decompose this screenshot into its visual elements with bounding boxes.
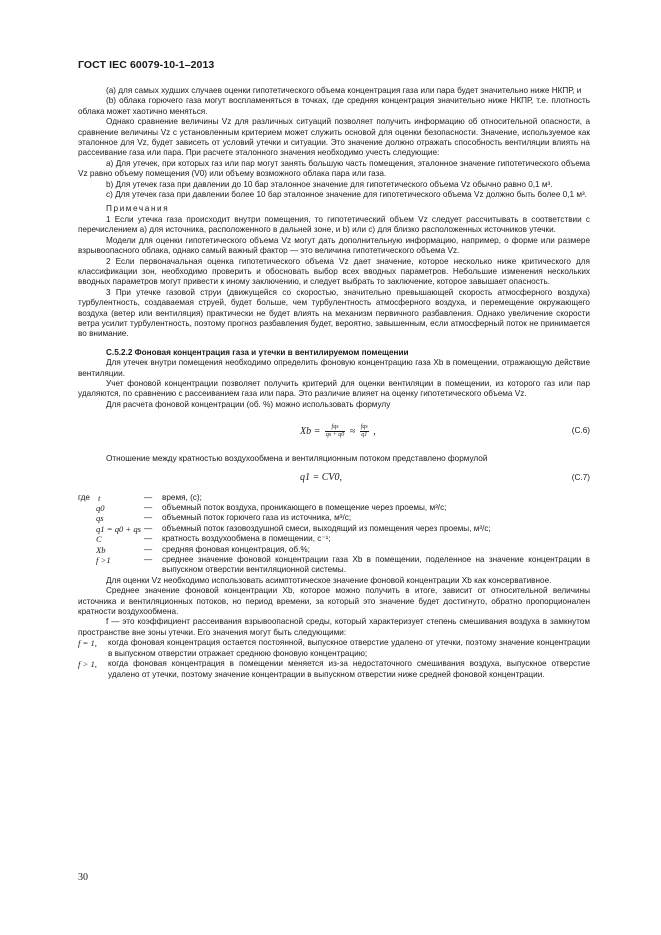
- paragraph: Однако сравнение величины Vz для различных ситуаций позволяет получить информацию об относительной опасности, а сравнение величины Vz с установленным критерием может служить основой для оценки безопасности. Значение, используемое как эталонное для Vz, будет зависеть от условий утечки и ситуации. Это значение должно отражать способность вентиляции влиять на рассеивание газа или пара. При расчете эталонного значения необходимо учесть следующие:: [78, 117, 590, 158]
- fraction-denominator: qs + q0: [325, 432, 345, 439]
- definitions-list: [78, 493, 590, 576]
- definition-symbol: Xb: [96, 544, 106, 555]
- paragraph: Учет фоновой концентрации позволяет получить критерий для оценки вентиляции в помещении, из которого газ или пар удаляются, по сравнению с рассеиванием газа или пара. Это различие влияет на оценку гипотетического объема Vz.: [78, 378, 590, 399]
- paragraph: Отношение между кратностью воздухообмена и вентиляционным потоком представлено формулой: [106, 454, 488, 464]
- formula-c6: [78, 420, 590, 444]
- fraction-numerator: fqs: [325, 424, 345, 432]
- definition-row: [78, 534, 590, 544]
- definition-row: [78, 545, 590, 555]
- definition-symbol: q0: [96, 503, 105, 513]
- where-label: где: [78, 492, 90, 502]
- definition-symbol: t: [98, 492, 101, 503]
- case-text: когда фоновая концентрация остается постоянной, выпускное отверстие удалено от утечки, поэтому значение концентрации в выпускном отверстии отражает среднюю фоновую концентрацию;: [108, 638, 590, 658]
- definition-dash: —: [144, 513, 153, 523]
- definition-text: объемный поток воздуха, проникающего в помещение через проемы, м³/с;: [162, 503, 447, 512]
- paragraph: с) Для утечек газа при давлении более 10 бар эталонное значение для гипотетического объема Vz должно быть более 0,1 м³.: [106, 190, 587, 200]
- case-text: когда фоновая концентрация в помещении меняется из-за недостаточного смешивания воздуха, выпускное отверстие удалено от утечки, поэтому значение концентрации в выпускном отверстии ниже средней фоновой концентрации.: [108, 659, 590, 679]
- case-label: f > 1,: [78, 659, 97, 670]
- definition-dash: —: [144, 544, 153, 554]
- formula-expression: [300, 424, 376, 439]
- definition-row: [78, 555, 590, 576]
- formula-number: (С.6): [571, 426, 590, 436]
- formula-c7: [78, 471, 590, 489]
- definition-row: [78, 513, 590, 523]
- definition-text: объемный поток газовоздушной смеси, выходящий из помещения через проемы, м³/с;: [162, 523, 491, 533]
- note-item: 1 Если утечка газа происходит внутри помещения, то гипотетический объем Vz следует рассчитывать в соответствии с перечислением a) для источника, расположенного в дальней зоне, и b) или c) для близко расположенных источников утечки.: [78, 214, 590, 235]
- definition-symbol: qs: [96, 513, 104, 524]
- paragraph: b) Для утечек газа при давлении до 10 бар эталонное значение для гипотетического объема Vz обычно равно 0,1 м³.: [106, 179, 553, 189]
- definition-dash: —: [144, 503, 153, 512]
- section-heading: С.5.2.2 Фоновая концентрация газа и утечки в вентилируемом помещении: [106, 347, 409, 357]
- note-item: 2 Если первоначальная оценка гипотетического объема Vz дает значение, которое несколько ниже критического для классификации зон, необходимо проверить и обосновать выбор всех вводных параметров. Небольшие изменения нескольких вводных параметров могут привести к иному заключению, и следует выбрать то заключение, которое завышает опасность.: [78, 256, 590, 287]
- fraction-1: [325, 424, 345, 439]
- case-row: [78, 638, 590, 659]
- definition-dash: —: [144, 492, 153, 502]
- paragraph: Среднее значение фоновой концентрации Xb, которое можно получить в итоге, зависит от относительной величины источника и вентиляционных потоков, но период времени, за который это значение будет достигнуто, обратно пропорционален кратности воздухообмена.: [78, 586, 590, 617]
- page-number: 30: [78, 872, 88, 883]
- paragraph: (a) для самых худших случаев оценки гипотетического объема концентрация газа или пара будет значительно ниже НКПР, и: [106, 86, 582, 95]
- case-row: [78, 659, 590, 680]
- formula-equals: =: [313, 425, 321, 437]
- fraction-denominator: q1: [361, 432, 368, 439]
- paragraph: Для расчета фоновой концентрации (об. %) можно использовать формулу: [106, 399, 391, 409]
- definition-symbol: f >1: [96, 555, 111, 566]
- formula-tail: ,: [373, 425, 376, 437]
- fraction-2: [360, 424, 369, 439]
- notes-heading: Примечания: [106, 204, 170, 214]
- fraction-numerator: fqs: [360, 424, 368, 431]
- formula-lhs: Xb: [300, 425, 312, 437]
- paragraph: f — это коэффициент рассеивания взрывоопасной среды, который характеризует степень смешивания воздуха в замкнутом пространстве вне зоны утечки. Его значения могут быть следующими:: [78, 617, 590, 637]
- definition-dash: —: [144, 523, 153, 533]
- document-body: [78, 86, 590, 680]
- definition-text: кратность воздухообмена в помещении, с⁻¹;: [162, 534, 331, 544]
- definition-row: [78, 524, 590, 534]
- formula-approx: ≈: [349, 425, 356, 437]
- document-header: ГОСТ IEC 60079-10-1–2013: [78, 59, 215, 71]
- definition-text: время, (с);: [162, 492, 202, 502]
- paragraph: a) Для утечек, при которых газ или пар могут занять большую часть помещения, эталонное значение гипотетического объема Vz равно объему помещения (V0) или объему возможного облака пара или газа.: [78, 158, 590, 179]
- paragraph: Для утечек внутри помещения необходимо определить фоновую концентрацию газа Xb в помещении, отражающую действие вентиляции.: [78, 358, 590, 378]
- definition-symbol: C: [96, 534, 102, 545]
- definition-symbol: q1 = q0 + qs: [96, 523, 142, 534]
- formula-expression: q1 = CV0,: [300, 471, 343, 483]
- definition-text: среднее значение фоновой концентрации газа Xb в помещении, поделенное на значение концентрации в выпускном отверстии вентиляционной системы.: [162, 555, 590, 575]
- note-item: 3 При утечке газовой струи (движущейся со скоростью, значительно превышающей скорость атмосферного воздуха) турбулентность, создаваемая струей, будет больше, чем турбулентность атмосферного воздуха, и перемещение окружающего воздуха (ветер или вентиляция) практически не будет влиять на механизм первичного разбавления. Однако увеличение скорости ветра усилит турбулентность, поэтому прогноз разбавления будет, вероятно, завышенным, если атмосферный поток не принимается во внимание.: [78, 287, 590, 339]
- definition-dash: —: [144, 555, 153, 565]
- definition-dash: —: [144, 534, 153, 544]
- definition-text: объемный поток горючего газа из источника, м³/с;: [162, 513, 352, 523]
- definition-row: [78, 503, 590, 513]
- note-item: Модели для оценки гипотетического объема Vz могут дать дополнительную информацию, например, о форме или размере взрывоопасного облака, однако самый важный фактор — это величина гипотетического объема Vz.: [78, 235, 590, 256]
- definition-text: средняя фоновая концентрация, об.%;: [162, 544, 310, 554]
- paragraph: Для оценки Vz необходимо использовать асимптотическое значение фоновой концентрации Xb как консервативное.: [106, 575, 552, 585]
- paragraph: (b) облака горючего газа могут воспламеняться в точках, где средняя концентрация значительно ниже НКПР, т.е. плотность облака может хаотично меняться.: [78, 96, 590, 116]
- formula-number: (С.7): [571, 472, 590, 482]
- definition-row: [78, 493, 590, 503]
- case-label: f = 1,: [78, 638, 97, 649]
